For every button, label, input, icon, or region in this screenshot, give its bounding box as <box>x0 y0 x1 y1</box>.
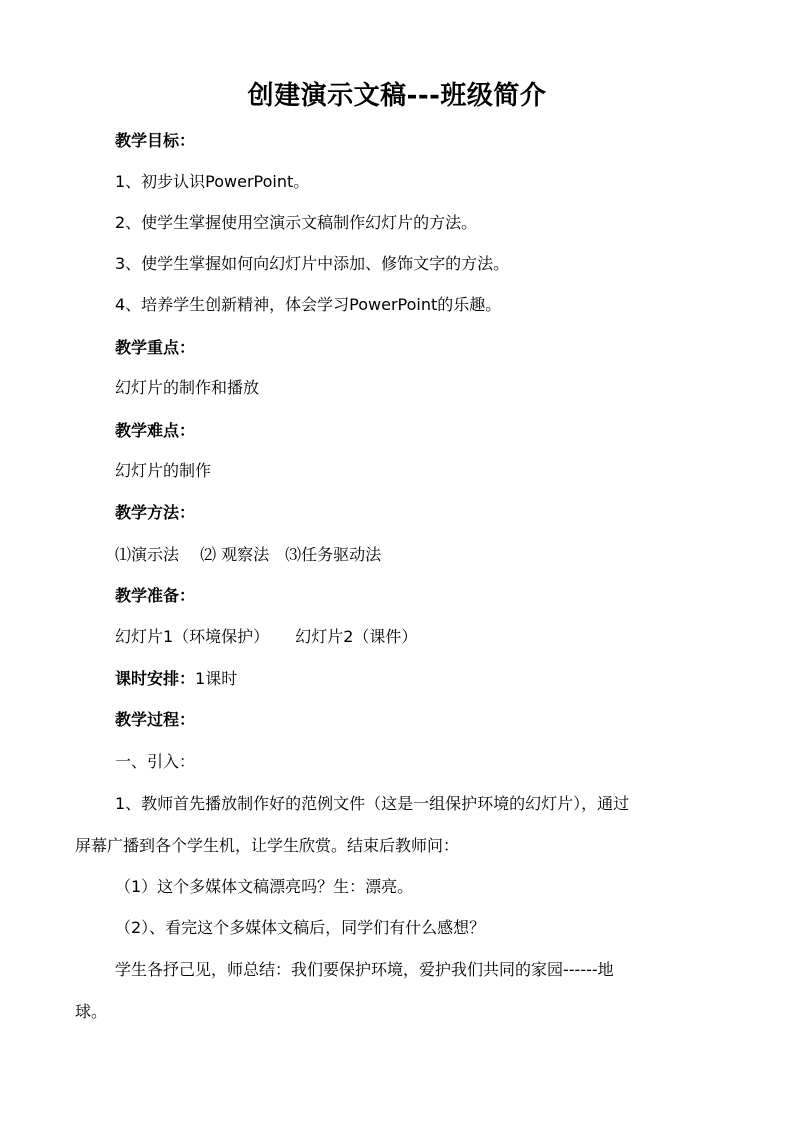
objective-item-2: 2、使学生掌握使用空演示文稿制作幻灯片的方法。 <box>115 213 478 232</box>
preparation-item-1: 幻灯片1（环境保护） <box>115 627 270 646</box>
summary-line-1: 学生各抒己见，师总结：我们要保护环境，爱护我们共同的家园------地 <box>115 960 614 979</box>
objective-item-4: 4、培养学生创新精神，体会学习PowerPoint的乐趣。 <box>115 295 502 314</box>
objective-item-3: 3、使学生掌握如何向幻灯片中添加、修饰文字的方法。 <box>115 254 510 273</box>
preparation-items <box>115 626 417 648</box>
objective-item-1: 1、初步认识PowerPoint。 <box>115 172 310 191</box>
preparation-heading: 教学准备： <box>115 586 196 605</box>
page-title: 创建演示文稿---班级简介 <box>247 81 547 111</box>
key-points-heading: 教学重点： <box>115 338 196 357</box>
intro-paragraph-1-line-2: 屏幕广播到各个学生机，让学生欣赏。结束后教师问： <box>75 836 460 855</box>
question-2: （2）、看完这个多媒体文稿后，同学们有什么感想？ <box>115 918 486 937</box>
question-1: （1）这个多媒体文稿漂亮吗？生：漂亮。 <box>115 877 414 896</box>
intro-paragraph-1 <box>75 793 720 857</box>
summary-line-2: 球。 <box>75 1002 108 1021</box>
key-points-text: 幻灯片的制作和播放 <box>115 378 260 397</box>
methods-text: ⑴演示法 ⑵ 观察法 ⑶任务驱动法 <box>115 545 382 564</box>
intro-heading: 一、引入： <box>115 752 196 771</box>
intro-paragraph-1-line-1: 1、教师首先播放制作好的范例文件（这是一组保护环境的幻灯片），通过 <box>115 794 630 813</box>
methods-heading: 教学方法： <box>115 503 196 522</box>
difficulties-text: 幻灯片的制作 <box>115 461 212 480</box>
difficulties-heading: 教学难点： <box>115 421 196 440</box>
schedule-heading: 课时安排： <box>115 669 196 688</box>
schedule-text: 1课时 <box>195 669 238 688</box>
process-heading: 教学过程： <box>115 710 196 729</box>
summary-paragraph <box>75 959 720 1023</box>
schedule-line <box>115 668 237 690</box>
preparation-item-2: 幻灯片2（课件） <box>295 627 418 646</box>
objectives-heading: 教学目标： <box>115 131 196 150</box>
